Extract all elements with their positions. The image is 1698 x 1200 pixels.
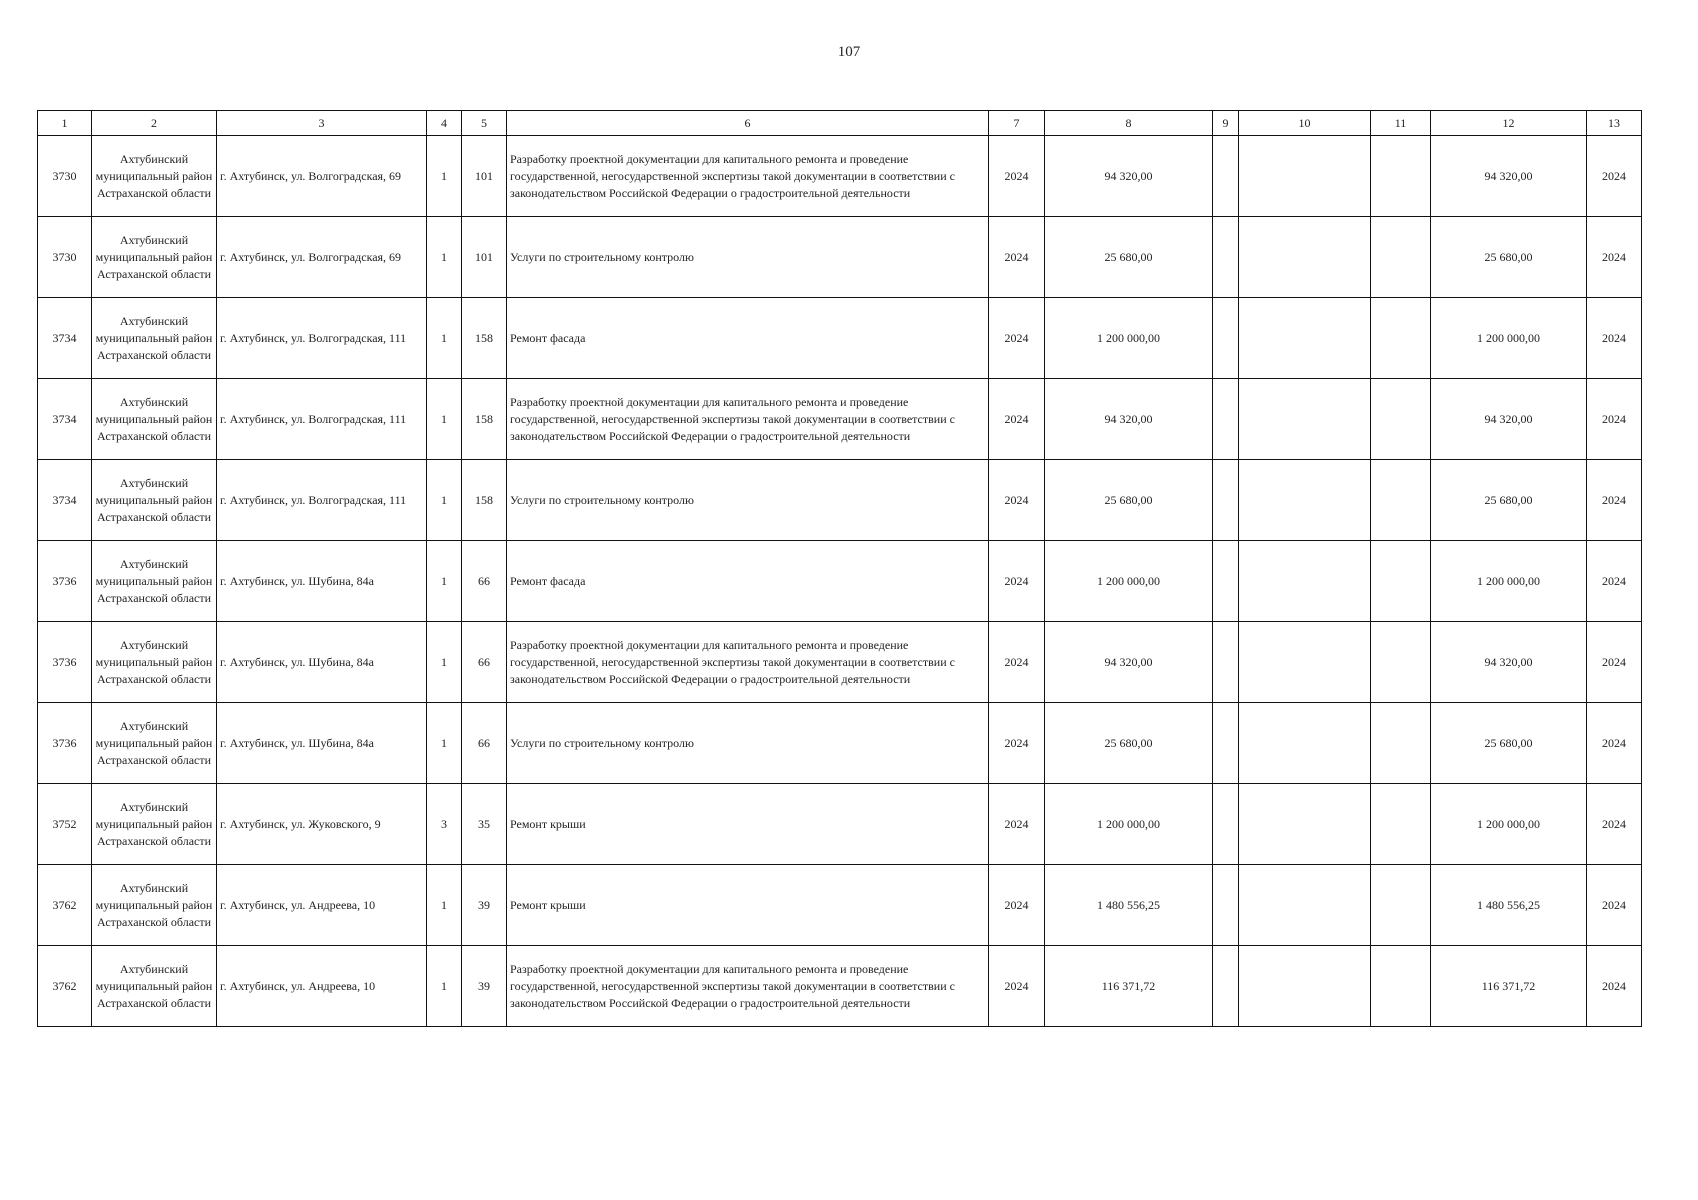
table-row: [38, 460, 1642, 541]
column-9-cell: [1213, 622, 1239, 703]
column-header-1: 1: [38, 111, 92, 136]
total-cell: 94 320,00: [1431, 136, 1587, 217]
municipality-cell: Ахтубинский муниципальный район Астраханской области: [92, 541, 217, 622]
municipality-cell: Ахтубинский муниципальный район Астраханской области: [92, 946, 217, 1027]
municipality-cell: Ахтубинский муниципальный район Астраханской области: [92, 784, 217, 865]
house-id-cell: 3736: [38, 541, 92, 622]
column-5-cell: 39: [462, 865, 507, 946]
column-5-cell: 101: [462, 136, 507, 217]
column-10-cell: [1239, 541, 1371, 622]
year-cell: 2024: [989, 379, 1045, 460]
column-4-cell: 1: [427, 136, 462, 217]
column-4-cell: 1: [427, 703, 462, 784]
table-row: [38, 703, 1642, 784]
table-row: [38, 784, 1642, 865]
work-type-cell: Разработку проектной документации для капитального ремонта и проведение государственной, негосударственной экспертизы такой документации в соответствии с законодательством Российской Федерации о градостроительной деятельности: [507, 946, 989, 1027]
work-type-cell: Услуги по строительному контролю: [507, 217, 989, 298]
header-row: [38, 111, 1642, 136]
table-row: [38, 541, 1642, 622]
column-11-cell: [1371, 622, 1431, 703]
municipality-cell: Ахтубинский муниципальный район Астраханской области: [92, 217, 217, 298]
municipality-cell: Ахтубинский муниципальный район Астраханской области: [92, 298, 217, 379]
year-cell: 2024: [989, 460, 1045, 541]
column-9-cell: [1213, 298, 1239, 379]
address-cell: г. Ахтубинск, ул. Волгоградская, 69: [217, 217, 427, 298]
column-9-cell: [1213, 946, 1239, 1027]
column-5-cell: 158: [462, 298, 507, 379]
work-type-cell: Услуги по строительному контролю: [507, 460, 989, 541]
completion-year-cell: 2024: [1587, 784, 1642, 865]
table-row: [38, 865, 1642, 946]
year-cell: 2024: [989, 784, 1045, 865]
column-5-cell: 66: [462, 541, 507, 622]
total-cell: 1 480 556,25: [1431, 865, 1587, 946]
year-cell: 2024: [989, 622, 1045, 703]
completion-year-cell: 2024: [1587, 136, 1642, 217]
column-4-cell: 1: [427, 217, 462, 298]
completion-year-cell: 2024: [1587, 946, 1642, 1027]
cost-cell: 25 680,00: [1045, 703, 1213, 784]
work-type-cell: Разработку проектной документации для капитального ремонта и проведение государственной, негосударственной экспертизы такой документации в соответствии с законодательством Российской Федерации о градостроительной деятельности: [507, 622, 989, 703]
year-cell: 2024: [989, 298, 1045, 379]
column-header-9: 9: [1213, 111, 1239, 136]
cost-cell: 25 680,00: [1045, 217, 1213, 298]
cost-cell: 25 680,00: [1045, 460, 1213, 541]
total-cell: 94 320,00: [1431, 622, 1587, 703]
house-id-cell: 3752: [38, 784, 92, 865]
work-type-cell: Ремонт крыши: [507, 865, 989, 946]
table-header: [38, 111, 1642, 136]
column-10-cell: [1239, 136, 1371, 217]
column-header-2: 2: [92, 111, 217, 136]
work-type-cell: Ремонт фасада: [507, 298, 989, 379]
address-cell: г. Ахтубинск, ул. Волгоградская, 111: [217, 379, 427, 460]
completion-year-cell: 2024: [1587, 541, 1642, 622]
total-cell: 25 680,00: [1431, 703, 1587, 784]
house-id-cell: 3730: [38, 217, 92, 298]
column-header-8: 8: [1045, 111, 1213, 136]
address-cell: г. Ахтубинск, ул. Андреева, 10: [217, 865, 427, 946]
column-10-cell: [1239, 784, 1371, 865]
column-4-cell: 1: [427, 379, 462, 460]
house-id-cell: 3734: [38, 298, 92, 379]
cost-cell: 94 320,00: [1045, 622, 1213, 703]
column-9-cell: [1213, 541, 1239, 622]
completion-year-cell: 2024: [1587, 298, 1642, 379]
year-cell: 2024: [989, 865, 1045, 946]
cost-cell: 1 480 556,25: [1045, 865, 1213, 946]
cost-cell: 1 200 000,00: [1045, 541, 1213, 622]
column-5-cell: 66: [462, 703, 507, 784]
column-11-cell: [1371, 460, 1431, 541]
cost-cell: 1 200 000,00: [1045, 784, 1213, 865]
column-11-cell: [1371, 784, 1431, 865]
work-type-cell: Разработку проектной документации для капитального ремонта и проведение государственной, негосударственной экспертизы такой документации в соответствии с законодательством Российской Федерации о градостроительной деятельности: [507, 136, 989, 217]
column-5-cell: 158: [462, 379, 507, 460]
column-header-4: 4: [427, 111, 462, 136]
column-header-11: 11: [1371, 111, 1431, 136]
column-4-cell: 3: [427, 784, 462, 865]
column-5-cell: 158: [462, 460, 507, 541]
total-cell: 1 200 000,00: [1431, 298, 1587, 379]
capital-repair-table: [37, 110, 1642, 1027]
house-id-cell: 3734: [38, 460, 92, 541]
work-type-cell: Ремонт фасада: [507, 541, 989, 622]
total-cell: 1 200 000,00: [1431, 784, 1587, 865]
table-row: [38, 946, 1642, 1027]
column-10-cell: [1239, 379, 1371, 460]
address-cell: г. Ахтубинск, ул. Шубина, 84а: [217, 703, 427, 784]
work-type-cell: Разработку проектной документации для капитального ремонта и проведение государственной, негосударственной экспертизы такой документации в соответствии с законодательством Российской Федерации о градостроительной деятельности: [507, 379, 989, 460]
year-cell: 2024: [989, 703, 1045, 784]
page-number: 107: [837, 44, 861, 60]
cost-cell: 116 371,72: [1045, 946, 1213, 1027]
column-header-5: 5: [462, 111, 507, 136]
total-cell: 25 680,00: [1431, 217, 1587, 298]
column-header-13: 13: [1587, 111, 1642, 136]
column-10-cell: [1239, 217, 1371, 298]
table-row: [38, 379, 1642, 460]
cost-cell: 1 200 000,00: [1045, 298, 1213, 379]
column-10-cell: [1239, 460, 1371, 541]
total-cell: 25 680,00: [1431, 460, 1587, 541]
column-9-cell: [1213, 784, 1239, 865]
address-cell: г. Ахтубинск, ул. Шубина, 84а: [217, 622, 427, 703]
municipality-cell: Ахтубинский муниципальный район Астраханской области: [92, 379, 217, 460]
work-type-cell: Ремонт крыши: [507, 784, 989, 865]
house-id-cell: 3736: [38, 622, 92, 703]
column-5-cell: 35: [462, 784, 507, 865]
column-header-10: 10: [1239, 111, 1371, 136]
year-cell: 2024: [989, 541, 1045, 622]
column-11-cell: [1371, 865, 1431, 946]
column-11-cell: [1371, 703, 1431, 784]
column-5-cell: 101: [462, 217, 507, 298]
total-cell: 94 320,00: [1431, 379, 1587, 460]
cost-cell: 94 320,00: [1045, 379, 1213, 460]
completion-year-cell: 2024: [1587, 379, 1642, 460]
completion-year-cell: 2024: [1587, 865, 1642, 946]
house-id-cell: 3730: [38, 136, 92, 217]
column-10-cell: [1239, 298, 1371, 379]
work-type-cell: Услуги по строительному контролю: [507, 703, 989, 784]
column-11-cell: [1371, 298, 1431, 379]
cost-cell: 94 320,00: [1045, 136, 1213, 217]
column-10-cell: [1239, 865, 1371, 946]
municipality-cell: Ахтубинский муниципальный район Астраханской области: [92, 622, 217, 703]
completion-year-cell: 2024: [1587, 622, 1642, 703]
column-header-7: 7: [989, 111, 1045, 136]
year-cell: 2024: [989, 136, 1045, 217]
municipality-cell: Ахтубинский муниципальный район Астраханской области: [92, 460, 217, 541]
column-11-cell: [1371, 379, 1431, 460]
table-row: [38, 622, 1642, 703]
column-9-cell: [1213, 217, 1239, 298]
column-4-cell: 1: [427, 865, 462, 946]
year-cell: 2024: [989, 946, 1045, 1027]
column-10-cell: [1239, 946, 1371, 1027]
address-cell: г. Ахтубинск, ул. Волгоградская, 111: [217, 298, 427, 379]
address-cell: г. Ахтубинск, ул. Андреева, 10: [217, 946, 427, 1027]
column-9-cell: [1213, 703, 1239, 784]
municipality-cell: Ахтубинский муниципальный район Астраханской области: [92, 136, 217, 217]
column-11-cell: [1371, 946, 1431, 1027]
column-9-cell: [1213, 136, 1239, 217]
year-cell: 2024: [989, 217, 1045, 298]
column-10-cell: [1239, 622, 1371, 703]
completion-year-cell: 2024: [1587, 217, 1642, 298]
municipality-cell: Ахтубинский муниципальный район Астраханской области: [92, 703, 217, 784]
column-5-cell: 66: [462, 622, 507, 703]
address-cell: г. Ахтубинск, ул. Волгоградская, 69: [217, 136, 427, 217]
address-cell: г. Ахтубинск, ул. Шубина, 84а: [217, 541, 427, 622]
address-cell: г. Ахтубинск, ул. Волгоградская, 111: [217, 460, 427, 541]
house-id-cell: 3736: [38, 703, 92, 784]
column-header-3: 3: [217, 111, 427, 136]
table-row: [38, 298, 1642, 379]
column-10-cell: [1239, 703, 1371, 784]
column-9-cell: [1213, 460, 1239, 541]
table-row: [38, 136, 1642, 217]
completion-year-cell: 2024: [1587, 703, 1642, 784]
column-4-cell: 1: [427, 622, 462, 703]
column-11-cell: [1371, 217, 1431, 298]
table-row: [38, 217, 1642, 298]
column-9-cell: [1213, 379, 1239, 460]
column-9-cell: [1213, 865, 1239, 946]
house-id-cell: 3762: [38, 946, 92, 1027]
column-4-cell: 1: [427, 946, 462, 1027]
address-cell: г. Ахтубинск, ул. Жуковского, 9: [217, 784, 427, 865]
column-header-6: 6: [507, 111, 989, 136]
house-id-cell: 3762: [38, 865, 92, 946]
completion-year-cell: 2024: [1587, 460, 1642, 541]
column-4-cell: 1: [427, 460, 462, 541]
column-4-cell: 1: [427, 298, 462, 379]
column-4-cell: 1: [427, 541, 462, 622]
house-id-cell: 3734: [38, 379, 92, 460]
column-header-12: 12: [1431, 111, 1587, 136]
column-11-cell: [1371, 541, 1431, 622]
municipality-cell: Ахтубинский муниципальный район Астраханской области: [92, 865, 217, 946]
total-cell: 116 371,72: [1431, 946, 1587, 1027]
table-body: [38, 136, 1642, 1027]
column-11-cell: [1371, 136, 1431, 217]
total-cell: 1 200 000,00: [1431, 541, 1587, 622]
column-5-cell: 39: [462, 946, 507, 1027]
